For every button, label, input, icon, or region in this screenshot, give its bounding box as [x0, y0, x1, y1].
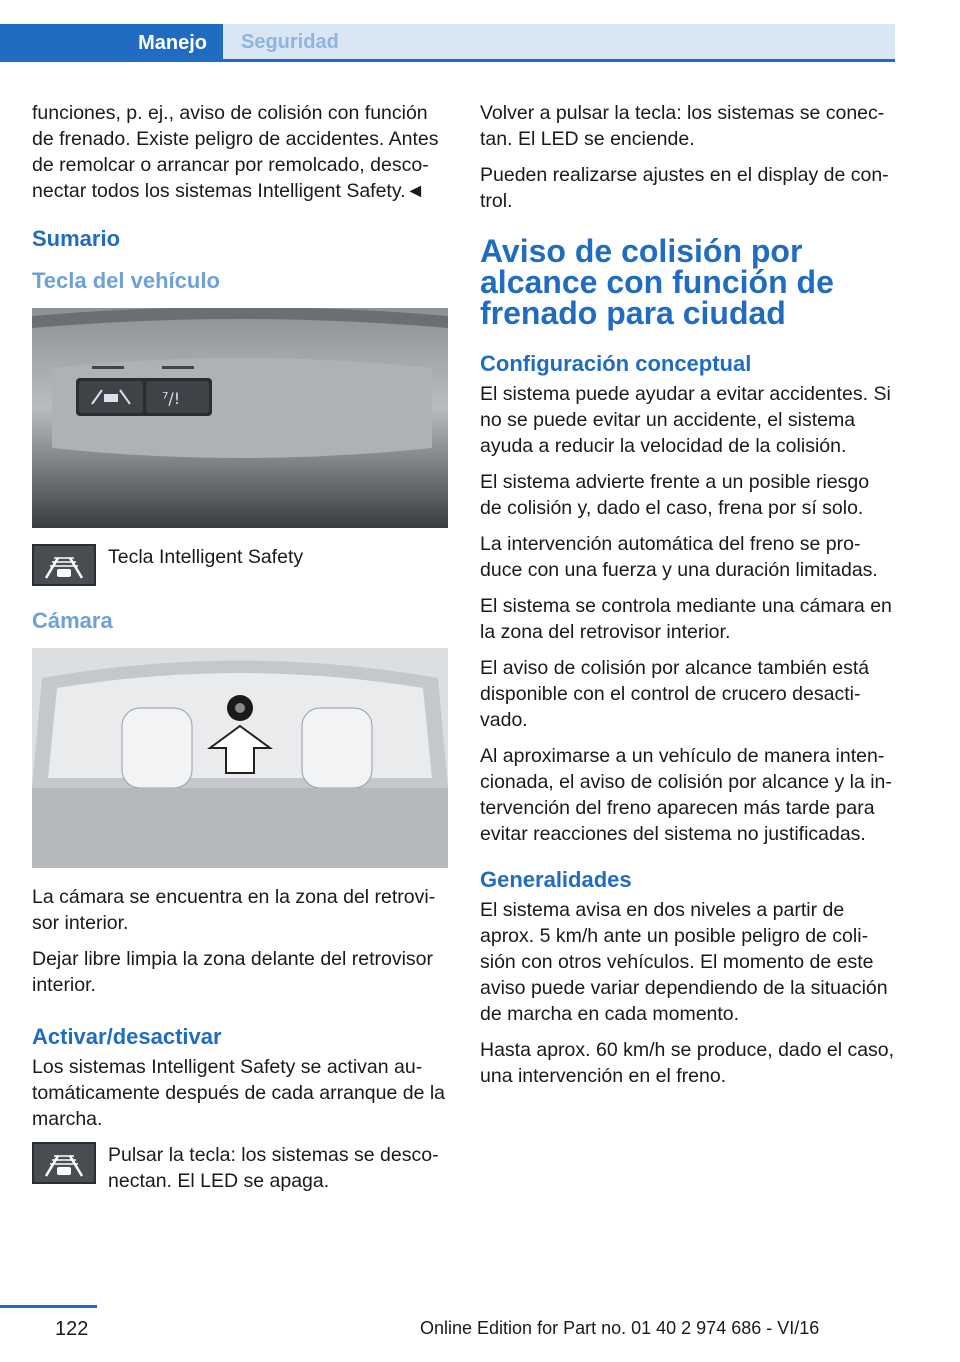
activar-icon-row [32, 1142, 450, 1194]
config-paragraph-2: El sistema advierte frente a un posible riesgo de colisión y, dado el caso, frena por sí solo. [480, 471, 870, 519]
config-paragraph-1: El sistema puede ayudar a evitar accidentes. Si no se puede evitar un accidente, el sistema ayuda a reducir la velocidad de la colisión. [480, 383, 891, 457]
right-column [480, 100, 896, 1099]
footer-rule [0, 1305, 97, 1308]
main-heading: Aviso de colisión por alcance con función de frenado para ciudad [480, 233, 834, 331]
config-paragraph-3: La intervención automática del freno se produce con una fuerza y una duración limitadas. [480, 533, 878, 581]
footer-edition: Online Edition for Part no. 01 40 2 974 686 - VI/16 [420, 1318, 820, 1338]
heading-camara: Cámara [32, 608, 113, 633]
tab-seguridad[interactable]: Seguridad [223, 24, 895, 59]
intelligent-safety-key-icon [32, 1142, 96, 1184]
camera-paragraph-1: La cámara se encuentra en la zona del retrovisor interior. [32, 886, 436, 934]
activar-paragraph: Los sistemas Intelligent Safety se activan automáticamente después de cada arranque de la marcha. [32, 1056, 446, 1130]
intro-paragraph: funciones, p. ej., aviso de colisión con función de frenado. Existe peligro de accidentes. Antes de remolcar o arrancar por remolcado, desconectar todos los sistemas Intelligent Safety.◄ [32, 102, 439, 202]
svg-text:⁷/!: ⁷/! [162, 389, 181, 408]
activar-icon-text: Pulsar la tecla: los sistemas se desconectan. El LED se apaga. [108, 1144, 439, 1192]
right-paragraph-1: Volver a pulsar la tecla: los sistemas se conectan. El LED se enciende. [480, 102, 885, 150]
icon-caption: Tecla Intelligent Safety [108, 546, 304, 568]
vehicle-key-photo [32, 308, 448, 528]
heading-activar: Activar/desactivar [32, 1024, 222, 1049]
general-paragraph-1: El sistema avisa en dos niveles a partir de aprox. 5 km/h ante un posible peligro de colisión con otros vehículos. El momento de este aviso puede variar dependiendo de la situación de marcha en cada momento. [480, 899, 888, 1025]
heading-sumario: Sumario [32, 226, 121, 251]
intelligent-safety-key-icon [32, 544, 96, 586]
heading-config: Configuración conceptual [480, 351, 752, 376]
header-tabs [0, 0, 895, 62]
icon-caption-row [32, 544, 450, 586]
config-paragraph-5: El aviso de colisión por alcance también está disponible con el control de crucero desactivado. [480, 657, 870, 731]
config-paragraph-6: Al aproximarse a un vehículo de manera intencionada, el aviso de colisión por alcance y la intervención del freno aparecen más tarde para evitar reacciones del sistema no justificadas. [480, 745, 892, 845]
heading-generalidades: Generalidades [480, 867, 632, 892]
heading-tecla: Tecla del vehículo [32, 268, 220, 293]
header-rule [0, 59, 895, 62]
config-paragraph-4: El sistema se controla mediante una cámara en la zona del retrovisor interior. [480, 595, 892, 643]
camera-windshield-photo [32, 648, 448, 868]
right-paragraph-2: Pueden realizarse ajustes en el display de control. [480, 164, 889, 212]
page-number: 122 [55, 1318, 89, 1340]
camera-paragraph-2: Dejar libre limpia la zona delante del retrovisor interior. [32, 948, 434, 996]
general-paragraph-2: Hasta aprox. 60 km/h se produce, dado el caso, una intervención en el freno. [480, 1039, 895, 1087]
left-column [32, 100, 450, 1208]
tab-manejo[interactable]: Manejo [0, 24, 223, 62]
